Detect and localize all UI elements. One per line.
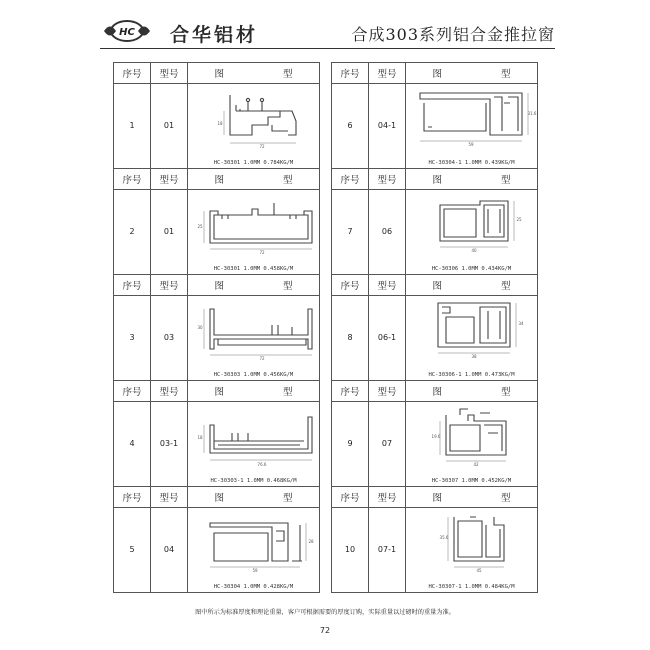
seq-header: 序号 (114, 275, 151, 295)
profile-entry (332, 381, 537, 487)
model-cell: 03-1 (151, 401, 188, 486)
seq-header: 序号 (114, 487, 151, 507)
profile-entry (114, 381, 319, 487)
width-dimension: 40 (471, 248, 477, 253)
profile-entry (332, 275, 537, 381)
width-dimension: 42 (473, 462, 479, 467)
figure-header: 图 型 (432, 175, 539, 186)
model-cell: 07 (369, 401, 406, 486)
model-header: 型号 (151, 381, 188, 401)
model-header: 型号 (151, 169, 188, 189)
profile-drawing (192, 193, 317, 255)
width-dimension: 72 (259, 356, 265, 361)
seq-cell: 9 (332, 401, 369, 486)
figure-header: 图 型 (432, 493, 539, 504)
profile-caption: HC-30307-1 1.0MM 0.484KG/M (428, 584, 515, 590)
model-cell: 03 (151, 295, 188, 380)
width-dimension: 72 (259, 250, 265, 255)
seq-header: 序号 (114, 169, 151, 189)
width-dimension: 38 (471, 354, 477, 359)
table-header (114, 275, 319, 296)
width-dimension: 59 (468, 142, 474, 147)
profile-entry (332, 63, 537, 169)
logo-mark: HC (119, 27, 135, 38)
width-dimension: 59 (252, 568, 258, 573)
height-dimension: 35.6 (439, 535, 449, 540)
table-header (332, 487, 537, 508)
profile-caption: HC-30304 1.0MM 0.428KG/M (213, 584, 294, 590)
seq-header: 序号 (114, 63, 151, 83)
figure-header: 图 型 (214, 387, 321, 398)
profile-drawing-cell (406, 295, 537, 380)
height-dimension: 25 (516, 217, 522, 222)
profile-entry (114, 63, 319, 169)
seq-cell: 4 (114, 401, 151, 486)
figure-header: 图 型 (214, 69, 321, 80)
brand-logo (100, 16, 320, 48)
profile-drawing-cell (188, 189, 319, 274)
table-header (114, 381, 319, 402)
model-cell: 04-1 (369, 83, 406, 168)
seq-cell: 1 (114, 83, 151, 168)
model-header: 型号 (151, 275, 188, 295)
figure-header: 图 型 (432, 69, 539, 80)
profile-drawing-cell (188, 83, 319, 168)
seq-header: 序号 (332, 487, 369, 507)
seq-cell: 5 (114, 507, 151, 592)
height-dimension: 18 (197, 435, 203, 440)
table-header (332, 275, 537, 296)
profile-caption: HC-30304-1 1.0MM 0.439KG/M (428, 160, 515, 166)
figure-header: 图 型 (214, 175, 321, 186)
seq-header: 序号 (114, 381, 151, 401)
profile-caption: HC-30301 1.0MM 0.458KG/M (213, 266, 294, 272)
profile-drawing-cell (188, 401, 319, 486)
height-dimension: 19.6 (431, 434, 441, 439)
profile-drawing (192, 511, 317, 573)
model-cell: 06 (369, 189, 406, 274)
profile-entry (114, 275, 319, 381)
profile-drawing (192, 87, 317, 149)
seq-cell: 10 (332, 507, 369, 592)
profile-drawing (192, 405, 317, 467)
profile-drawing-cell (406, 189, 537, 274)
model-cell: 01 (151, 83, 188, 168)
profile-drawing-cell (188, 295, 319, 380)
profile-drawing-cell (406, 83, 537, 168)
profile-entry (332, 169, 537, 275)
width-dimension: 45 (476, 568, 482, 573)
seq-cell: 7 (332, 189, 369, 274)
right-profile-table (331, 62, 538, 593)
profile-entry (332, 487, 537, 592)
height-dimension: 18 (217, 121, 223, 126)
seq-header: 序号 (332, 63, 369, 83)
profile-drawing-cell (406, 401, 537, 486)
profile-caption: HC-30303 1.0MM 0.456KG/M (213, 372, 294, 378)
profile-drawing (192, 299, 317, 361)
page-number: 72 (319, 626, 331, 635)
seq-header: 序号 (332, 169, 369, 189)
profile-drawing-cell (406, 507, 537, 592)
model-header: 型号 (369, 487, 406, 507)
model-cell: 01 (151, 189, 188, 274)
height-dimension: 31.6 (527, 111, 537, 116)
seq-cell: 8 (332, 295, 369, 380)
page-title: 合成303系列铝合金推拉窗 (351, 25, 555, 44)
hc-emblem-icon (100, 18, 154, 44)
width-dimension: 76.6 (257, 462, 267, 467)
profile-drawing (410, 299, 535, 361)
model-cell: 07-1 (369, 507, 406, 592)
seq-cell: 2 (114, 189, 151, 274)
table-header (332, 63, 537, 84)
table-header (114, 487, 319, 508)
seq-header: 序号 (332, 381, 369, 401)
profile-caption: HC-30306 1.0MM 0.434KG/M (431, 266, 512, 272)
model-cell: 06-1 (369, 295, 406, 380)
model-header: 型号 (151, 487, 188, 507)
profile-caption: HC-30303-1 1.0MM 0.468KG/M (210, 478, 297, 484)
model-header: 型号 (369, 63, 406, 83)
figure-header: 图 型 (214, 493, 321, 504)
figure-header: 图 型 (214, 281, 321, 292)
width-dimension: 72 (259, 144, 265, 149)
model-cell: 04 (151, 507, 188, 592)
height-dimension: 28 (308, 539, 314, 544)
seq-cell: 6 (332, 83, 369, 168)
figure-header: 图 型 (432, 387, 539, 398)
profile-drawing (410, 405, 535, 467)
table-header (114, 169, 319, 190)
model-header: 型号 (151, 63, 188, 83)
profile-drawing (410, 87, 535, 149)
table-header (114, 63, 319, 84)
seq-header: 序号 (332, 275, 369, 295)
profile-entry (114, 487, 319, 592)
model-header: 型号 (369, 169, 406, 189)
profile-caption: HC-30301 1.0MM 0.784KG/M (213, 160, 294, 166)
left-profile-table (113, 62, 320, 593)
brand-name: 合华铝材 (170, 24, 259, 46)
profile-drawing (410, 511, 535, 573)
profile-caption: HC-30307 1.0MM 0.452KG/M (431, 478, 512, 484)
seq-cell: 3 (114, 295, 151, 380)
table-header (332, 381, 537, 402)
figure-header: 图 型 (432, 281, 539, 292)
header-divider (100, 48, 555, 49)
height-dimension: 30 (197, 325, 203, 330)
profile-entry (114, 169, 319, 275)
profile-caption: HC-30306-1 1.0MM 0.473KG/M (428, 372, 515, 378)
height-dimension: 25 (197, 224, 203, 229)
profile-drawing-cell (188, 507, 319, 592)
model-header: 型号 (369, 381, 406, 401)
model-header: 型号 (369, 275, 406, 295)
table-header (332, 169, 537, 190)
footnote: 图中所示为标准厚度和理论重量，客户可根据需要的厚度订购，实际重量以过磅时的重量为准。 (195, 609, 455, 616)
height-dimension: 34 (518, 321, 524, 326)
profile-drawing (410, 193, 535, 255)
